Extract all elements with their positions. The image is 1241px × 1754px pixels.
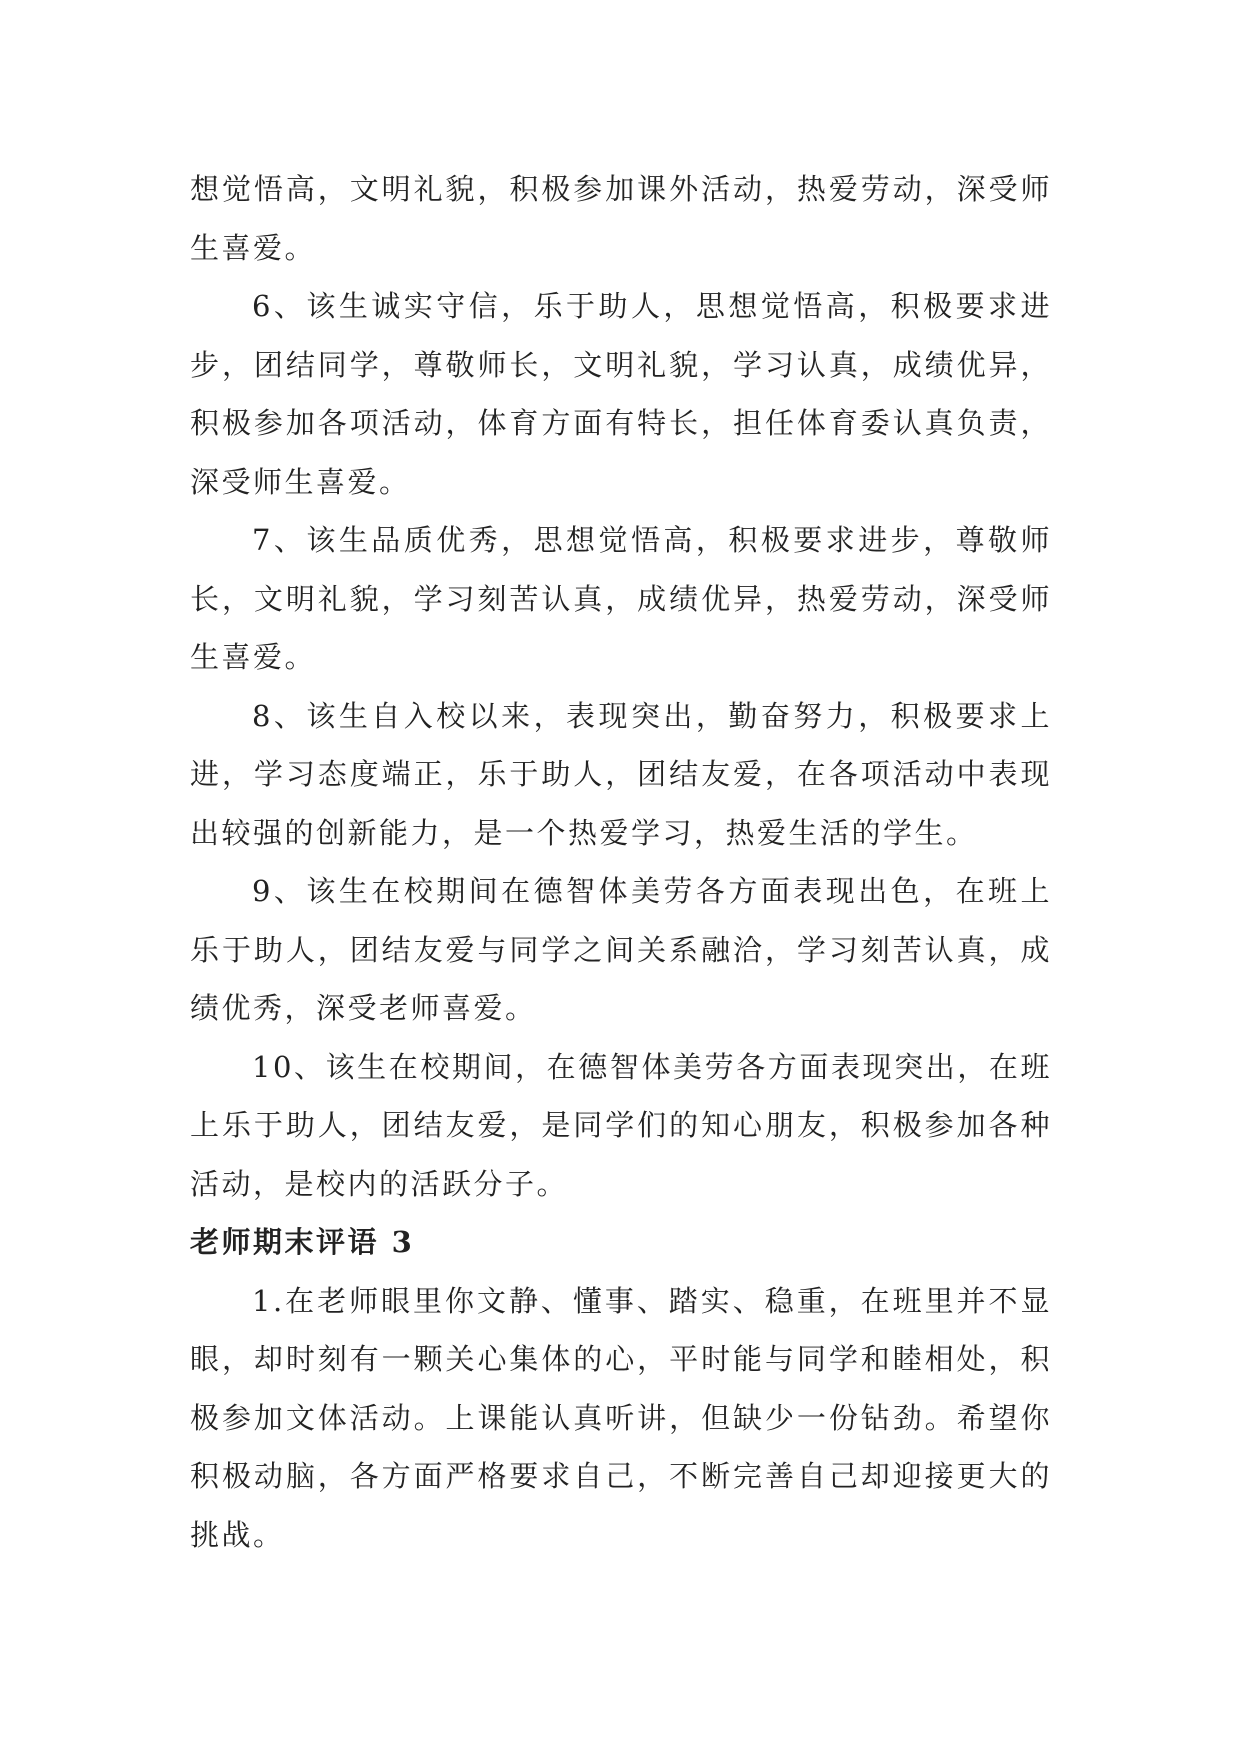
- section-heading: 老师期末评语 3: [190, 1225, 415, 1259]
- paragraph-comment-10: 10、该生在校期间，在德智体美劳各方面表现突出，在班上乐于助人，团结友爱，是同学们的知心朋友，积极参加各种活动，是校内的活跃分子。: [190, 1049, 1052, 1201]
- paragraph-continuation: 想觉悟高，文明礼貌，积极参加课外活动，热爱劳动，深受师生喜爱。: [190, 172, 1052, 265]
- paragraph-section-comment-1: 1.在老师眼里你文静、懂事、踏实、稳重，在班里并不显眼，却时刻有一颗关心集体的心，平时能与同学和睦相处，积极参加文体活动。上课能认真听讲，但缺少一份钻劲。希望你积极动脑，各方面严格要求自己，不断完善自己却迎接更大的挑战。: [190, 1283, 1052, 1552]
- paragraph-comment-9: 9、该生在校期间在德智体美劳各方面表现出色，在班上乐于助人，团结友爱与同学之间关系融洽，学习刻苦认真，成绩优秀，深受老师喜爱。: [190, 874, 1052, 1025]
- document-page: [190, 160, 1052, 1564]
- paragraph-comment-8: 8、该生自入校以来，表现突出，勤奋努力，积极要求上进，学习态度端正，乐于助人，团结友爱，在各项活动中表现出较强的创新能力，是一个热爱学习，热爱生活的学生。: [190, 698, 1052, 850]
- paragraph-comment-7: 7、该生品质优秀，思想觉悟高，积极要求进步，尊敬师长，文明礼貌，学习刻苦认真，成绩优异，热爱劳动，深受师生喜爱。: [190, 523, 1052, 674]
- paragraph-comment-6: 6、该生诚实守信，乐于助人，思想觉悟高，积极要求进步，团结同学，尊敬师长，文明礼貌，学习认真，成绩优异，积极参加各项活动，体育方面有特长，担任体育委认真负责，深受师生喜爱。: [190, 289, 1052, 499]
